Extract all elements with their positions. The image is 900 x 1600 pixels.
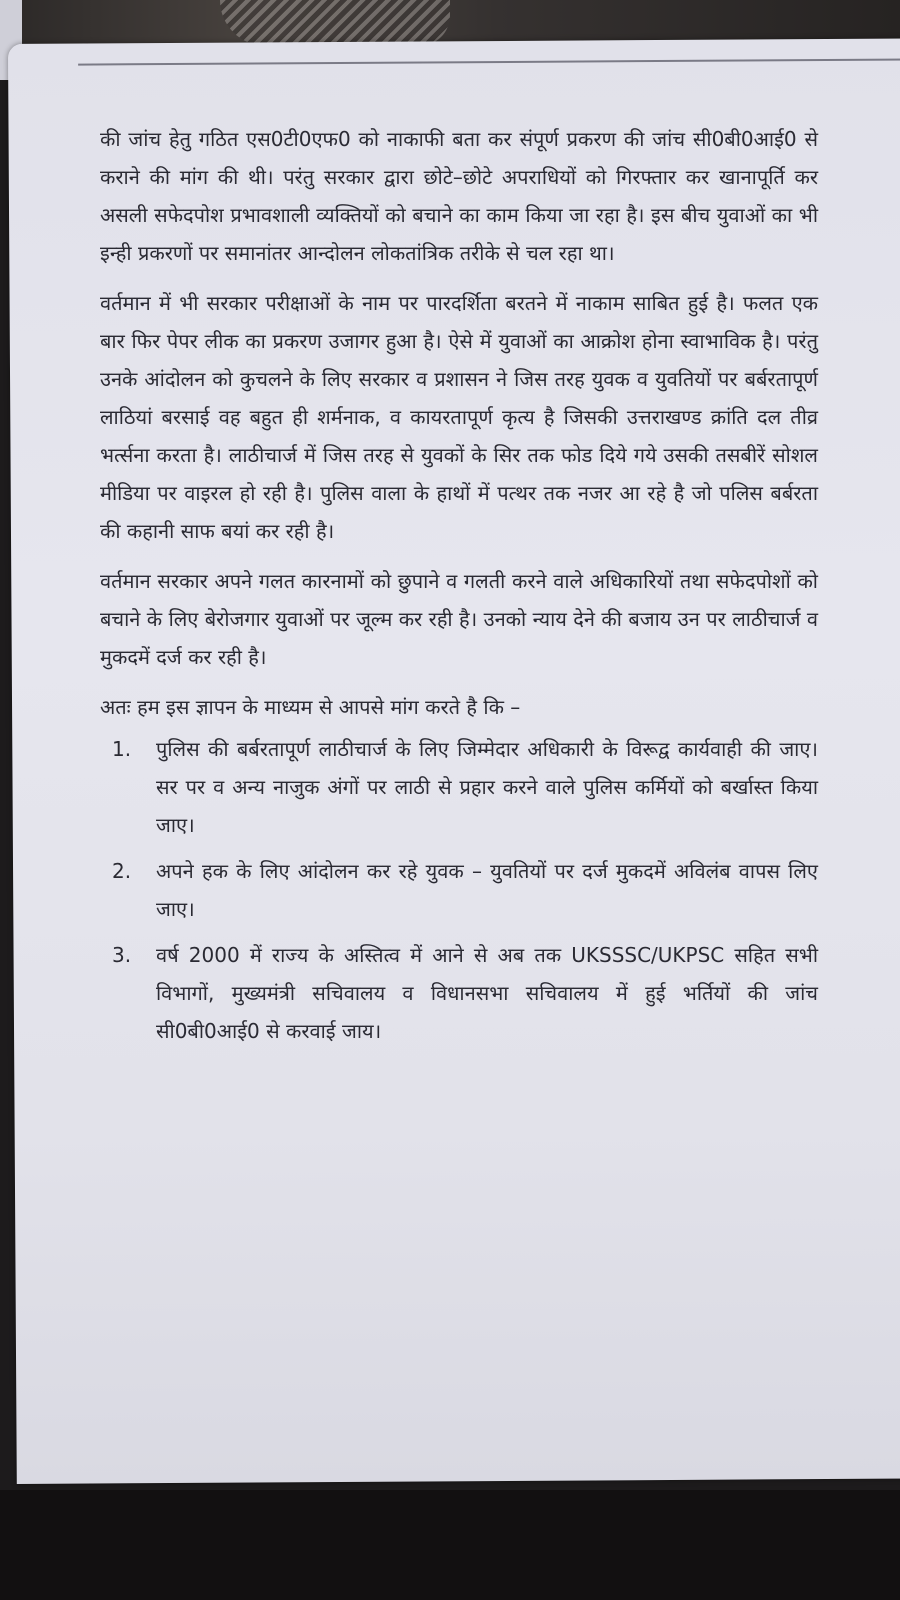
demand-text: वर्ष 2000 में राज्य के अस्तित्व में आने से अब तक UKSSSC/UKPSC सहित सभी विभागों, मुख्यमंत्री सचिवालय व विधानसभा सचिवालय में हुई भर्तियों की जांच सी0बी0आई0 से करवाई जाय। — [156, 943, 818, 1043]
demand-item — [112, 852, 818, 928]
demand-number: 3. — [112, 943, 132, 967]
background-cloth-pattern — [220, 0, 450, 46]
demand-item — [112, 936, 818, 1050]
demand-item — [112, 730, 818, 844]
demand-text: पुलिस की बर्बरतापूर्ण लाठीचार्ज के लिए जिम्मेदार अधिकारी के विरूद्व कार्यवाही की जाए। सर पर व अन्य नाजुक अंगों पर लाठी से प्रहार करने वाले पुलिस कर्मियों को बर्खास्त किया जाए। — [156, 737, 818, 837]
demands-intro: अतः हम इस ज्ञापन के माध्यम से आपसे मांग करते है कि – — [100, 695, 521, 719]
paragraph-3: वर्तमान सरकार अपने गलत कारनामों को छुपाने व गलती करने वाले अधिकारियों तथा सफेदपोशों को बचाने के लिए बेरोजगार युवाओं पर जूल्म कर रही है। उनको न्याय देने की बजाय उन पर लाठीचार्ज व मुकदमें दर्ज कर रही है। — [100, 569, 818, 669]
background-bottom — [0, 1490, 900, 1600]
document-body — [100, 120, 818, 1058]
page-top-rule — [78, 59, 900, 66]
demand-number: 1. — [112, 737, 132, 761]
paragraph-2: वर्तमान में भी सरकार परीक्षाओं के नाम पर पारदर्शिता बरतने में नाकाम साबित हुई है। फलत एक बार फिर पेपर लीक का प्रकरण उजागर हुआ है। ऐसे में युवाओं का आक्रोश होना स्वाभाविक है। परंतु उनके आंदोलन को कुचलने के लिए सरकार व प्रशासन ने जिस तरह युवक व युवतियों पर बर्बरतापूर्ण लाठियां बरसाई वह बहुत ही शर्मनाक, व कायरतापूर्ण कृत्य है जिसकी उत्तराखण्ड क्रांति दल तीव्र भर्त्सना करता है। लाठीचार्ज में जिस तरह से युवकों के सिर तक फोड दिये गये उसकी तसबीरें सोशल मीडिया पर वाइरल हो रही है। पुलिस वाला के हाथों में पत्थर तक नजर आ रहे है जो पलिस बर्बरता की कहानी साफ बयां कर रही है। — [100, 291, 818, 543]
paragraph-1: की जांच हेतु गठित एस0टी0एफ0 को नाकाफी बता कर संपूर्ण प्रकरण की जांच सी0बी0आई0 से कराने की मांग की थी। परंतु सरकार द्वारा छोटे–छोटे अपराधियों को गिरफ्तार कर खानापूर्ति कर असली सफेदपोश प्रभावशाली व्यक्तियों को बचाने का काम किया जा रहा है। इस बीच युवाओं का भी इन्ही प्रकरणों पर समानांतर आन्दोलन लोकतांत्रिक तरीके से चल रहा था। — [100, 127, 818, 265]
demand-number: 2. — [112, 859, 132, 883]
demands-list — [100, 730, 818, 1050]
demand-text: अपने हक के लिए आंदोलन कर रहे युवक – युवतियों पर दर्ज मुकदमें अविलंब वापस लिए जाए। — [156, 859, 818, 921]
